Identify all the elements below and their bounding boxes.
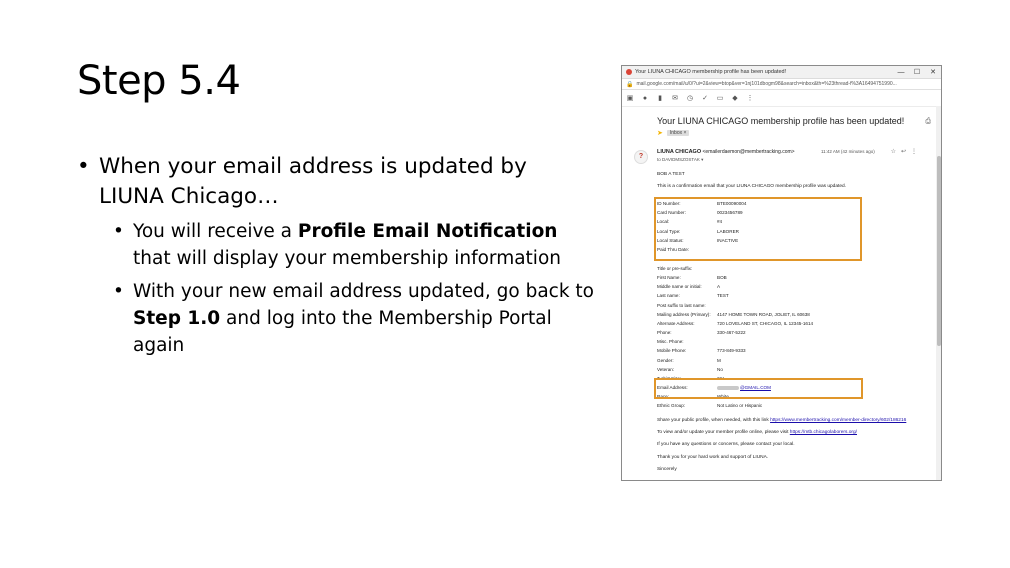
- profile-field-row: [657, 275, 727, 280]
- profile-field-row: [657, 303, 717, 308]
- membership-field-value: INACTIVE: [717, 237, 739, 243]
- profile-field-value: A: [717, 284, 721, 290]
- greeting: BOB A TEST: [657, 172, 685, 177]
- bullet-list: [77, 152, 597, 359]
- email-highlight: [654, 375, 863, 399]
- archive-icon[interactable]: ▣: [626, 95, 634, 102]
- profile-field-value: 720 LOVELAND ST, CHICAGO, IL 12345-1614: [717, 320, 814, 326]
- questions-text: If you have any questions or concerns, please contact your local.: [657, 442, 795, 447]
- membership-field-value: 0023456789: [717, 210, 743, 216]
- star-icon[interactable]: ☆: [890, 149, 896, 155]
- profile-field-row: [657, 312, 810, 317]
- importance-arrow-icon[interactable]: ➤: [657, 130, 663, 137]
- label-icon[interactable]: ◆: [732, 95, 738, 102]
- snooze-icon[interactable]: ◷: [686, 95, 694, 102]
- profile-field-key: Title or pre-suffix:: [657, 266, 693, 271]
- profile-field-value: 4147 HOME TOWN ROAD, JOLIET, IL 60638: [717, 311, 810, 317]
- membership-field-value: LABORER: [717, 228, 739, 234]
- profile-field-row: [657, 403, 762, 408]
- lock-icon: 🔒: [626, 81, 634, 88]
- more-icon[interactable]: ⋮: [746, 95, 754, 102]
- thanks-text: Thank you for your hard work and support of LIUNA.: [657, 455, 769, 460]
- bullet-sub-2: • With your new email address updated, go back to Step 1.0 and log into the Membership Portal again: [113, 278, 597, 359]
- profile-field-row: [657, 367, 723, 372]
- bullet-main: • When your email address is updated by LIUNA Chicago…: [77, 152, 597, 212]
- profile-field-key: Phone:: [657, 330, 672, 336]
- profile-field-value: TEST: [717, 293, 729, 299]
- delete-icon[interactable]: ▮: [658, 95, 662, 102]
- task-icon[interactable]: ✓: [702, 95, 708, 102]
- window-titlebar: [622, 66, 941, 79]
- profile-field-key: Post suffix to last name:: [657, 302, 706, 308]
- profile-field-value: No: [717, 366, 723, 372]
- label-row: [657, 129, 689, 137]
- share-line: Share your public profile, when needed, with this link https://www.membertracking.com/member-directory/602/186216: [657, 418, 907, 423]
- profile-field-row: [657, 339, 717, 344]
- membership-field-key: Local Type:: [657, 228, 681, 234]
- bullet-sub-1: • You will receive a Profile Email Notification that will display your membership information: [113, 218, 597, 272]
- profile-field-value: @GMAIL.COM: [740, 384, 771, 390]
- share-link[interactable]: https://www.membertracking.com/member-directory/602/186216: [770, 418, 907, 423]
- report-spam-icon[interactable]: ●: [642, 94, 648, 102]
- mail-toolbar: [622, 90, 941, 107]
- profile-field-row: [657, 266, 717, 271]
- url-text: mail.google.com/mail/u/0/?ui=2&view=btop&ver=1nj101dbogm98&search=inbox&th=%23thread-f%3A16494751990...: [636, 81, 897, 87]
- profile-field-value: BOB: [717, 275, 727, 281]
- intro-text: This is a confirmation email that your LIUNA CHICAGO membership profile was updated.: [657, 184, 847, 189]
- profile-field-row: [657, 284, 720, 289]
- gmail-icon: [626, 69, 632, 75]
- profile-field-key: Ethnic Group:: [657, 403, 686, 409]
- profile-field-row: [657, 321, 813, 326]
- scroll-thumb[interactable]: [937, 156, 941, 346]
- email-screenshot-window: [621, 65, 942, 481]
- header-actions: [891, 148, 917, 155]
- profile-field-row: [657, 293, 729, 298]
- slide-title: Step 5.4: [77, 58, 241, 104]
- closing-text: Sincerely: [657, 467, 677, 472]
- profile-field-value: White: [717, 394, 729, 400]
- update-link[interactable]: https://mtb.chicagolaborers.org/: [789, 430, 857, 435]
- profile-field-key: T-shirt Size:: [657, 375, 682, 381]
- profile-field-key: Email Address:: [657, 384, 688, 390]
- sender: LIUNA CHICAGO <emailerdaemon@membertracking.com>: [657, 149, 795, 155]
- mark-unread-icon[interactable]: ✉: [672, 95, 678, 102]
- profile-field-key: Gender:: [657, 357, 674, 363]
- inbox-label[interactable]: Inbox ×: [667, 130, 690, 136]
- membership-field-key: ID Number:: [657, 201, 681, 206]
- membership-field-key: Card Number:: [657, 210, 686, 216]
- membership-field-value: #4: [717, 219, 723, 225]
- profile-field-key: Middle name or initial:: [657, 284, 702, 290]
- profile-field-key: Last name:: [657, 293, 680, 299]
- profile-field-value: Not Latino or Hispanic: [717, 403, 763, 409]
- email-subject: Your LIUNA CHICAGO membership profile has been updated!: [657, 116, 905, 126]
- profile-field-value: M: [717, 357, 721, 363]
- profile-field-row: [657, 330, 746, 335]
- address-bar[interactable]: [622, 79, 941, 90]
- profile-field-row: [657, 358, 721, 363]
- email-date: 11:42 AM (42 minutes ago): [821, 149, 875, 154]
- profile-field-key: Veteran:: [657, 366, 675, 372]
- update-line: To view and/or update your member profile online, please visit https://mtb.chicagolaborers.org/: [657, 430, 857, 435]
- membership-field-key: Paid Thru Date:: [657, 247, 690, 252]
- profile-field-key: Alternate Address:: [657, 320, 695, 326]
- sender-avatar: ?: [634, 150, 648, 164]
- profile-field-key: Mobile Phone:: [657, 348, 687, 354]
- profile-field-row: [657, 348, 746, 353]
- profile-field-key: Mailing address (Primary):: [657, 311, 711, 317]
- membership-field-key: Local Status:: [657, 237, 684, 243]
- move-icon[interactable]: ▭: [716, 95, 724, 102]
- close-button[interactable]: ✕: [930, 69, 936, 76]
- more-icon[interactable]: ⋮: [911, 149, 917, 155]
- membership-info-highlight: [654, 197, 862, 261]
- profile-field-value: 773-849-9333: [717, 348, 746, 354]
- profile-field-value: 330-467-5222: [717, 330, 746, 336]
- maximize-button[interactable]: ☐: [913, 69, 921, 76]
- membership-field-key: Local:: [657, 219, 670, 225]
- minimize-button[interactable]: —: [897, 68, 905, 76]
- printer-icon[interactable]: ⎙: [925, 118, 931, 125]
- scrollbar[interactable]: [936, 106, 941, 480]
- recipient[interactable]: to DAVIDMSZOSTAK ▾: [657, 157, 704, 162]
- profile-field-key: First Name:: [657, 275, 681, 281]
- membership-field-value: BTE00090004: [717, 201, 747, 206]
- reply-icon[interactable]: ↩: [900, 149, 906, 155]
- profile-field-key: Misc. Phone:: [657, 339, 684, 345]
- window-title: Your LIUNA CHICAGO membership profile has been updated!: [635, 69, 787, 75]
- profile-field-value: 2XL: [717, 375, 726, 381]
- profile-field-key: Race:: [657, 394, 670, 400]
